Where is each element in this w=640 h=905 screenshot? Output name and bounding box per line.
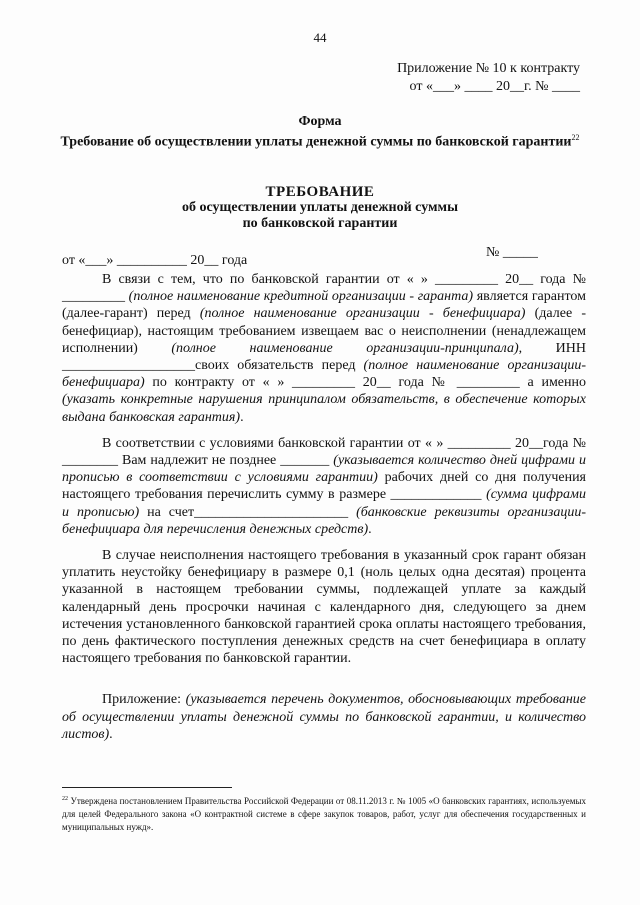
request-subtitle-line-1: об осуществлении уплаты денежной суммы	[181, 200, 459, 215]
footnote-ref: 22	[571, 133, 580, 142]
footnote-mark: 22	[62, 796, 68, 802]
text: на счет______________________	[139, 504, 357, 520]
italic-text: (полное наименование организации-бенефициара)	[62, 358, 586, 391]
text: .	[240, 409, 244, 425]
text: рабочих дней со дня получения настоящего требования перечислить сумму в размере _____________	[62, 470, 587, 503]
appendix-line-1: Приложение № 10 к контракту	[397, 61, 580, 76]
request-title: ТРЕБОВАНИЕ	[265, 184, 375, 200]
request-subtitle-line-2: по банковской гарантии	[242, 216, 398, 231]
footnote-divider	[62, 787, 232, 788]
paragraph-1	[62, 271, 586, 426]
page-number: 44	[313, 30, 327, 45]
form-label: Форма	[298, 114, 342, 129]
italic-text: (указывается количество дней цифрами и прописью в соответствии с условиями гарантии)	[62, 453, 586, 486]
paragraph-3: В случае неисполнения настоящего требования в указанный срок гарант обязан уплатить неустойку бенефициару в размере 0,1 (ноль целых одна десятая) процента указанной в настоящем требовании суммы, подлежащей уплате за каждый календарный день просрочки начиная с календарного дня, следующего за днем истечения установленного банковской гарантией срока оплаты настоящего требования, по день фактического поступления денежных средств на счет бенефициара в оплату настоящего требования по банковской гарантии.	[62, 548, 586, 667]
italic-text: (полное наименование организации-принципала)	[171, 340, 519, 356]
appendix-line-2: от «___» ____ 20__г. № ____	[409, 79, 580, 94]
paragraph-2	[62, 435, 586, 538]
paragraph-appendix	[62, 691, 586, 743]
footnote-text: Утверждена постановлением Правительства Российской Федерации от 08.11.2013 г. № 1005 «О банковских гарантиях, используемых для целей Федерального закона «О контрактной системе в сфере закупок товаров, работ, услуг для обеспечения государственных и муниципальных нужд».	[62, 796, 586, 832]
number-line: № _____	[486, 245, 538, 260]
text: В соответствии с условиями банковской гарантии от « » _________ 20__года № ________ Вам надлежит не позднее _______	[62, 435, 586, 469]
form-subtitle	[0, 130, 640, 151]
italic-text: (полное наименование кредитной организации - гаранта)	[128, 289, 474, 305]
text: В связи с тем, что по банковской гарантии от « » _________ 20__ года № _________	[62, 272, 586, 305]
text: является гарантом (далее-гарант) перед	[62, 289, 587, 322]
italic-text: (полное наименование организации - бенефициара)	[199, 306, 526, 322]
text: Приложение:	[102, 692, 186, 708]
italic-text: (банковские реквизиты организации-бенефициара для перечисления денежных средств)	[62, 504, 586, 537]
request-subtitle	[0, 200, 640, 232]
text: по контракту от « » _________ 20__ года № _________ а именно	[144, 375, 586, 391]
italic-text: (указать конкретные нарушения принципалом обязательств, в обеспечение которых выдана банковская гарантия)	[62, 392, 586, 425]
italic-text: (сумма цифрами и прописью)	[62, 487, 586, 520]
text: (далее - бенефициар), настоящим требованием извещаем вас о неисполнении (ненадлежащем исполнении)	[62, 306, 586, 356]
footnote	[62, 793, 586, 834]
italic-text: (указывается перечень документов, обосновывающих требование об осуществлении уплаты денежной суммы по банковской гарантии, и количество листов)	[62, 692, 586, 742]
form-subtitle-text: Требование об осуществлении уплаты денежной суммы по банковской гарантии	[60, 134, 572, 150]
document-body	[62, 271, 586, 752]
appendix-reference	[397, 60, 580, 96]
text: .	[368, 521, 372, 537]
text: , ИНН ___________________своих обязательств перед	[62, 340, 586, 374]
text: .	[109, 726, 113, 742]
date-line: от «___» __________ 20__ года	[62, 253, 248, 268]
